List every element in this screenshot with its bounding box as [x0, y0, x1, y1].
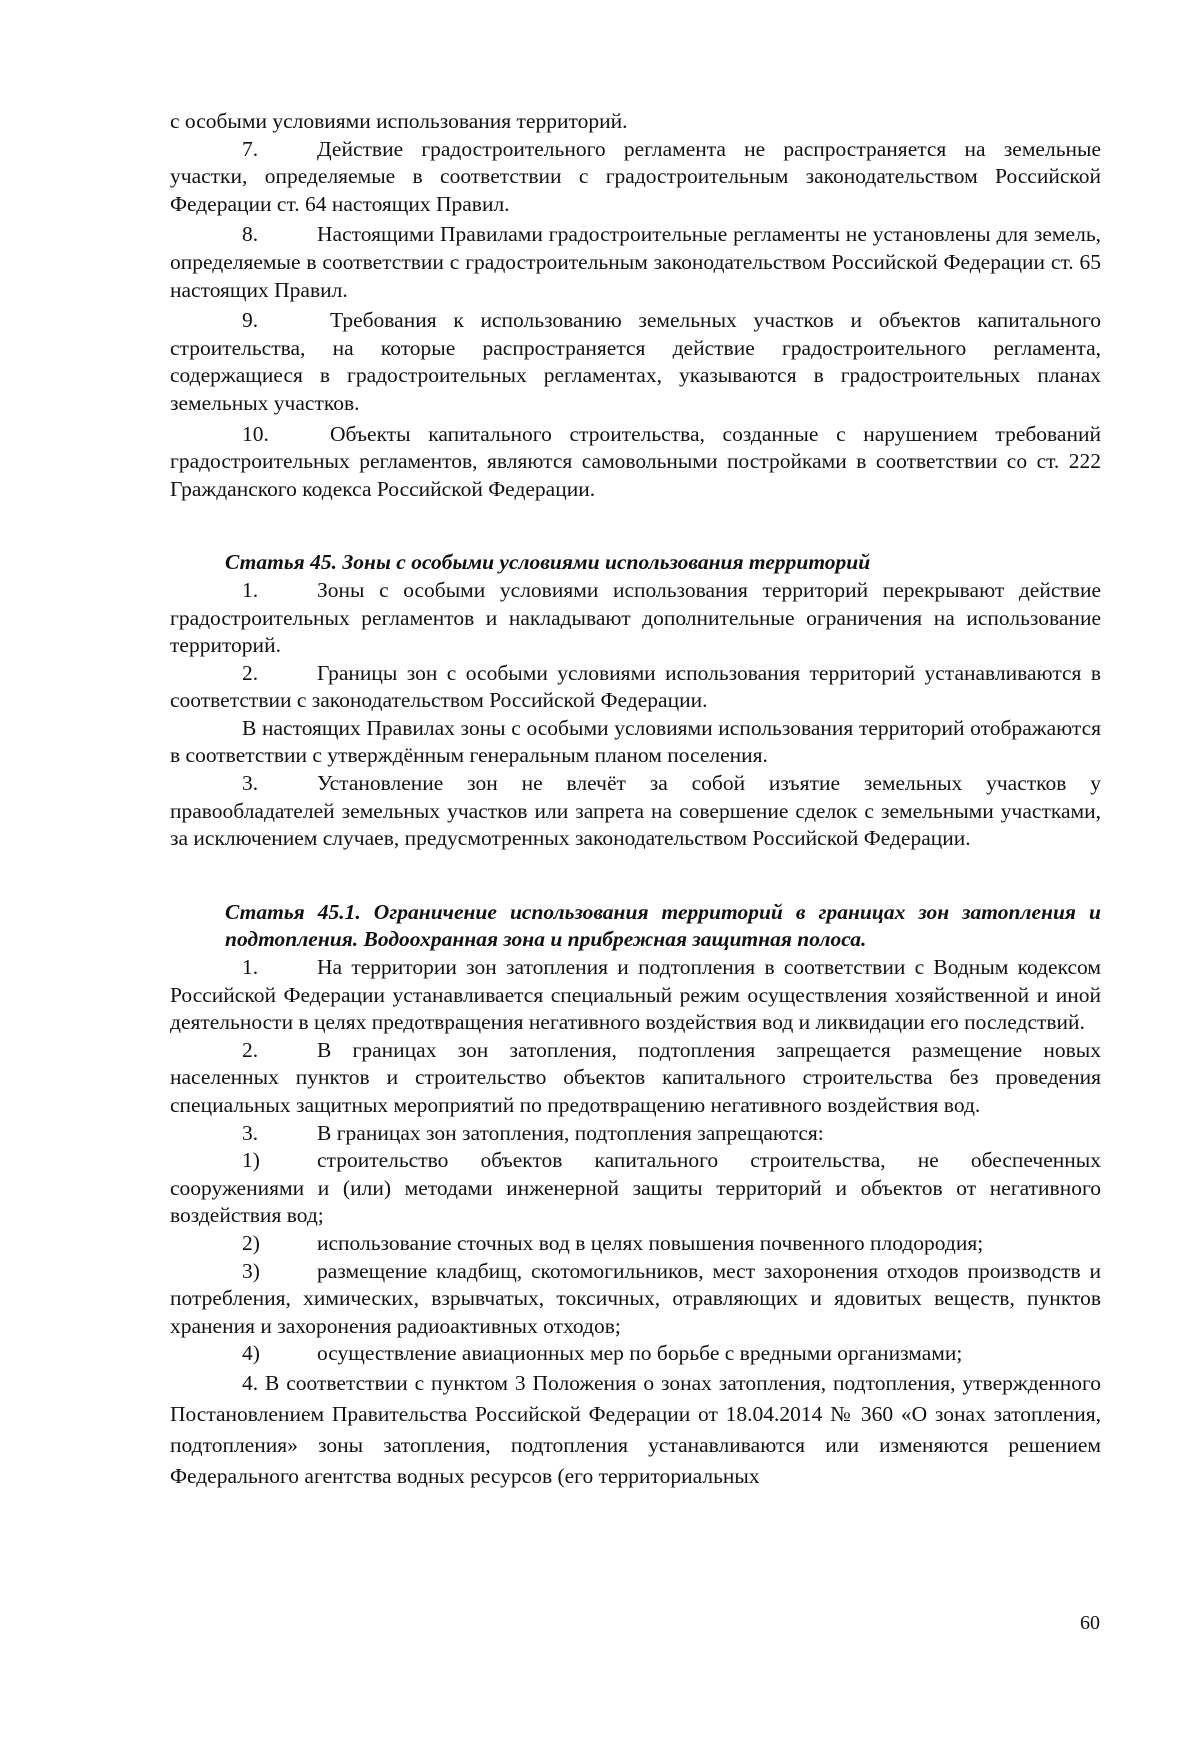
article-45-item-3	[170, 770, 1101, 853]
item-number: 1.	[242, 577, 259, 602]
sub-item-2	[170, 1230, 1101, 1258]
article-45-1-item-1	[170, 954, 1101, 1037]
article-45-1-heading: Статья 45.1. Ограничение использования территорий в границах зон затопления и подтопления. Водоохранная зона и прибрежная защитная полоса.	[225, 899, 1101, 952]
item-number: 10.	[242, 421, 269, 446]
sub-item-number: 3)	[242, 1258, 260, 1283]
sub-item-text: осуществление авиационных мер по борьбе с вредными организмами;	[317, 1341, 963, 1366]
article-45-1-item-4: 4. В соответствии с пунктом 3 Положения о зонах затопления, подтопления, утвержденного Постановлением Правительства Российской Федерации от 18.04.2014 № 360 «О зонах затопления, подтопления» зоны затопления, подтопления устанавливаются или изменяются решением Федерального агентства водных ресурсов (его территориальных	[170, 1370, 1101, 1488]
article-45-item-2-continued: В настоящих Правилах зоны с особыми условиями использования территорий отображаются в соответствии с утверждённым генеральным планом поселения.	[170, 715, 1101, 768]
item-text: Границы зон с особыми условиями использования территорий устанавливаются в соответствии с законодательством Российской Федерации.	[170, 660, 1101, 713]
item-number: 7.	[242, 136, 259, 161]
item-text: Зоны с особыми условиями использования территорий перекрывают действие градостроительных регламентов и накладывают дополнительные ограничения на использование территорий.	[170, 577, 1101, 658]
item-number: 2.	[242, 660, 259, 685]
item-text: Требования к использованию земельных участков и объектов капитального строительства, на которые распространяется действие градостроительного регламента, содержащиеся в градостроительных регламентах, указываются в градостроительных планах земельных участков.	[170, 308, 1101, 415]
sub-item-text: строительство объектов капитального строительства, не обеспеченных сооружениями и (или) методами инженерной защиты территорий и объектов от негативного воздействия вод;	[170, 1148, 1101, 1228]
item-text: В границах зон затопления, подтопления запрещаются:	[317, 1120, 824, 1145]
sub-item-number: 2)	[242, 1230, 260, 1255]
item-text: Настоящими Правилами градостроительные регламенты не установлены для земель, определяемые в соответствии с градостроительным законодательством Российской Федерации ст. 65 настоящих Правил.	[170, 222, 1101, 302]
sub-item-1	[170, 1147, 1101, 1230]
paragraph-item-10	[170, 421, 1101, 504]
article-45-item-1	[170, 577, 1101, 660]
article-45-1-item-2	[170, 1037, 1101, 1120]
item-number: 2.	[242, 1037, 259, 1062]
sub-item-number: 1)	[242, 1148, 260, 1173]
item-number: 3.	[242, 1120, 259, 1145]
sub-item-text: использование сточных вод в целях повышения почвенного плодородия;	[317, 1230, 984, 1255]
item-text: На территории зон затопления и подтопления в соответствии с Водным кодексом Российской Федерации устанавливается специальный режим осуществления хозяйственной и иной деятельности в целях предотвращения негативного воздействия вод и ликвидации его последствий.	[170, 955, 1101, 1035]
paragraph-item-8	[170, 221, 1101, 304]
article-45-1-item-3	[170, 1120, 1101, 1148]
item-number: 3.	[242, 771, 259, 796]
page-number: 60	[1080, 1612, 1100, 1634]
item-text: Установление зон не влечёт за собой изъятие земельных участков у правообладателей земельных участков или запрета на совершение сделок с земельными участками, за исключением случаев, предусмотренных законодательством Российской Федерации.	[170, 771, 1101, 851]
sub-item-number: 4)	[242, 1341, 260, 1366]
item-number: 8.	[242, 222, 259, 247]
item-number: 1.	[242, 955, 259, 980]
item-text: Объекты капитального строительства, созданные с нарушением требований градостроительных регламентов, являются самовольными постройками в соответствии со ст. 222 Гражданского кодекса Российской Федерации.	[170, 421, 1101, 501]
sub-item-3	[170, 1258, 1101, 1341]
article-45-heading: Статья 45. Зоны с особыми условиями использования территорий	[225, 550, 871, 575]
paragraph-item-7	[170, 136, 1101, 219]
document-body	[170, 108, 1101, 1492]
sub-item-text: размещение кладбищ, скотомогильников, мест захоронения отходов производств и потребления, химических, взрывчатых, токсичных, отравляющих и ядовитых веществ, пунктов хранения и захоронения радиоактивных отходов;	[170, 1258, 1101, 1338]
paragraph-item-9	[170, 307, 1101, 417]
item-number: 9.	[242, 308, 259, 333]
sub-item-4	[170, 1340, 1101, 1368]
item-text: В границах зон затопления, подтопления запрещается размещение новых населенных пунктов и строительство объектов капитального строительства без проведения специальных защитных мероприятий по предотвращению негативного воздействия вод.	[170, 1037, 1101, 1117]
paragraph-continuation: с особыми условиями использования территорий.	[170, 109, 628, 133]
item-text: Действие градостроительного регламента не распространяется на земельные участки, определяемые в соответствии с градостроительным законодательством Российской Федерации ст. 64 настоящих Правил.	[170, 136, 1101, 216]
article-45-item-2	[170, 660, 1101, 715]
